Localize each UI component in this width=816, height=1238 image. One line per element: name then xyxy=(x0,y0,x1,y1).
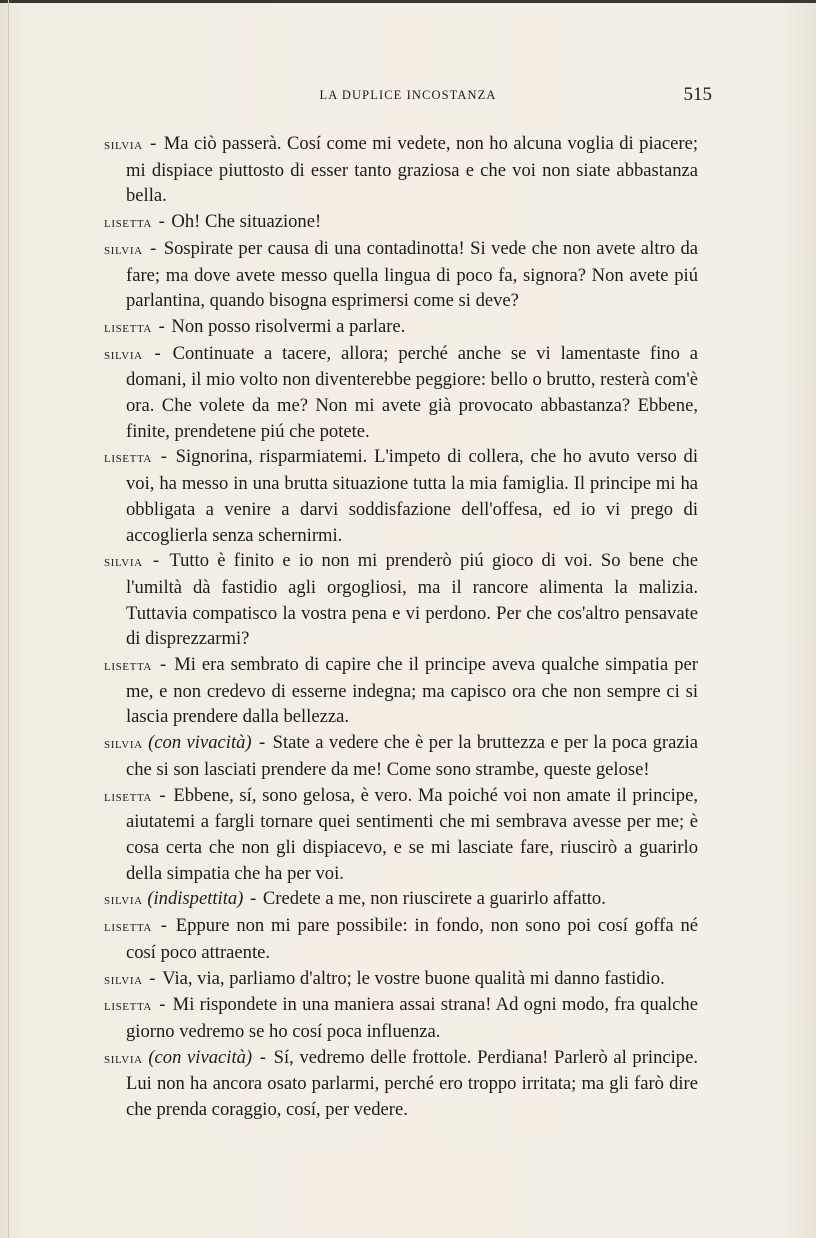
speech-text: Via, via, parliamo d'altro; le vostre buone qualità mi danno fastidio. xyxy=(162,967,665,989)
top-edge-rule xyxy=(0,0,816,3)
speaker-name: silvia xyxy=(104,553,143,571)
page-number: 515 xyxy=(683,84,712,105)
speech-text: Credete a me, non riuscirete a guarirlo affatto. xyxy=(262,888,606,910)
speech-text: Signorina, risparmiatemi. L'impeto di collera, che ho avuto verso di voi, ha messo in una brutta situazione tutta la mia famiglia. Il principe mi ha obbligata a venire a darvi soddisfazione dell'offesa, ed io vi prego di accoglierla senza schernirmi. xyxy=(126,446,698,546)
speech-text: Tutto è finito e io non mi prenderò piú gioco di voi. So bene che l'umiltà dà fastidio agli orgogliosi, ma il rancore alimenta la malizia. Tuttavia compatisco la vostra pena e vi perdono. Per che cos'altro pensavate di disprezzarmi? xyxy=(126,550,698,650)
running-title: LA DUPLICE INCOSTANZA xyxy=(319,88,497,102)
page-header xyxy=(0,84,816,114)
speech-text: Continuate a tacere, allora; perché anche se vi lamentaste fino a domani, il mio volto non diventerebbe peggiore: bello o brutto, resterà com'è ora. Che volete da me? Non mi avete già provocato abbastanza? Ebbene, finite, prendetene piú che potete. xyxy=(126,342,698,442)
speech-text: Ma ciò passerà. Cosí come mi vedete, non ho alcuna voglia di piacere; mi dispiace piuttosto di esser tanto graziosa e che voi non siate abbastanza bella. xyxy=(126,133,698,207)
speech: lisetta - Mi rispondete in una maniera assai strana! Ad ogni modo, fra qualche giorno vedremo se ho cosí poca influenza. xyxy=(104,994,698,1042)
speaker-name: silvia xyxy=(104,240,143,258)
speech-text: Sí, vedremo delle frottole. Perdiana! Parlerò al principe. Lui non ha ancora osato parlarmi, perché ero troppo irritata; ma gli farò dire che prenda coraggio, cosí, per vedere. xyxy=(126,1046,699,1121)
speech-text: Mi rispondete in una maniera assai strana! Ad ogni modo, fra qualche giorno vedremo se ho cosí poca influenza. xyxy=(126,994,698,1042)
speech-text: Eppure non mi pare possibile: in fondo, non sono poi cosí goffa né cosí poco attraente. xyxy=(126,915,698,963)
speaker-name: silvia xyxy=(104,345,143,363)
speaker-name: lisetta xyxy=(104,918,152,936)
stage-direction: (con vivacità) xyxy=(148,1046,253,1068)
speech: lisetta - Non posso risolvermi a parlare. xyxy=(104,315,406,337)
speaker-name: silvia xyxy=(104,1049,143,1067)
speaker-name: lisetta xyxy=(104,787,152,805)
speech: silvia (indispettita) - Credete a me, non riuscirete a guarirlo affatto. xyxy=(104,888,606,910)
speaker-name: silvia xyxy=(104,735,143,753)
speech: silvia (con vivacità) - Sí, vedremo delle frottole. Perdiana! Parlerò al principe. Lui non ha ancora osato parlarmi, perché ero troppo irritata; ma gli farò dire che prenda coraggio, cosí, per vedere. xyxy=(104,1046,699,1121)
gutter-line xyxy=(8,0,9,1238)
speaker-name: silvia xyxy=(104,136,143,153)
speech: silvia - Via, via, parliamo d'altro; le vostre buone qualità mi danno fastidio. xyxy=(104,967,665,989)
speech: lisetta - Oh! Che situazione! xyxy=(104,211,322,233)
speaker-name: lisetta xyxy=(104,449,152,467)
speech: lisetta - Signorina, risparmiatemi. L'impeto di collera, che ho avuto verso di voi, ha messo in una brutta situazione tutta la mia famiglia. Il principe mi ha obbligata a venire a darvi soddisfazione dell'offesa, ed io vi prego di accoglierla senza schernirmi. xyxy=(104,446,698,546)
stage-direction: (indispettita) xyxy=(147,888,244,910)
speaker-name: lisetta xyxy=(104,997,152,1015)
speech-text: Non posso risolvermi a parlare. xyxy=(171,315,406,337)
speech: lisetta - Ebbene, sí, sono gelosa, è vero. Ma poiché voi non amate il principe, aiutatemi a fargli tornare quei sentimenti che mi sembrava avesse per me; è cosa certa che non gli dispiacevo, e se mi lasciate fare, riuscirò a guarirlo della simpatia che ha per voi. xyxy=(104,784,698,884)
speech: lisetta - Eppure non mi pare possibile: in fondo, non sono poi cosí goffa né cosí poco attraente. xyxy=(104,915,698,963)
speech-text: Oh! Che situazione! xyxy=(171,211,322,233)
speaker-name: lisetta xyxy=(104,657,152,675)
speech: lisetta - Mi era sembrato di capire che il principe aveva qualche simpatia per me, e non credevo di esserne indegna; ma capisco ora che non sempre ci si lascia prendere dalla bellezza. xyxy=(104,654,698,728)
speaker-name: silvia xyxy=(104,891,143,909)
speech: silvia - Continuate a tacere, allora; perché anche se vi lamentaste fino a domani, il mio volto non diventerebbe peggiore: bello o brutto, resterà com'è ora. Che volete da me? Non mi avete già provocato abbastanza? Ebbene, finite, prendetene piú che potete. xyxy=(104,342,698,442)
speech-text: Ebbene, sí, sono gelosa, è vero. Ma poiché voi non amate il principe, aiutatemi a fargli tornare quei sentimenti che mi sembrava avesse per me; è cosa certa che non gli dispiacevo, e se mi lasciate fare, riuscirò a guarirlo della simpatia che ha per voi. xyxy=(126,784,698,884)
speech-text: Mi era sembrato di capire che il principe aveva qualche simpatia per me, e non credevo di esserne indegna; ma capisco ora che non sempre ci si lascia prendere dalla bellezza. xyxy=(126,654,698,728)
stage-direction: (con vivacità) xyxy=(148,732,252,754)
speaker-name: silvia xyxy=(104,970,143,988)
speech: silvia - Ma ciò passerà. Cosí come mi vedete, non ho alcuna voglia di piacere; mi dispiace piuttosto di esser tanto graziosa e che voi non siate abbastanza bella. xyxy=(104,133,698,207)
speech-text: State a vedere che è per la bruttezza e per la poca grazia che si son lasciati prendere da me! Come sono strambe, queste gelose! xyxy=(126,732,698,780)
speaker-name: lisetta xyxy=(104,214,152,232)
speech-text: Sospirate per causa di una contadinotta! Si vede che non avete altro da fare; ma dove avete messo quella lingua di poco fa, signora? Non avete piú parlantina, quando bisogna esprimersi come si deve? xyxy=(126,237,698,312)
dialogue-body xyxy=(104,131,698,1123)
speech: silvia - Sospirate per causa di una contadinotta! Si vede che non avete altro da fare; ma dove avete messo quella lingua di poco fa, signora? Non avete piú parlantina, quando bisogna esprimersi come si deve? xyxy=(104,237,698,312)
speech: silvia (con vivacità) - State a vedere che è per la bruttezza e per la poca grazia che si son lasciati prendere da me! Come sono strambe, queste gelose! xyxy=(104,732,698,780)
speech: silvia - Tutto è finito e io non mi prenderò piú gioco di voi. So bene che l'umiltà dà fastidio agli orgogliosi, ma il rancore alimenta la malizia. Tuttavia compatisco la vostra pena e vi perdono. Per che cos'altro pensavate di disprezzarmi? xyxy=(104,550,698,650)
speaker-name: lisetta xyxy=(104,318,152,336)
